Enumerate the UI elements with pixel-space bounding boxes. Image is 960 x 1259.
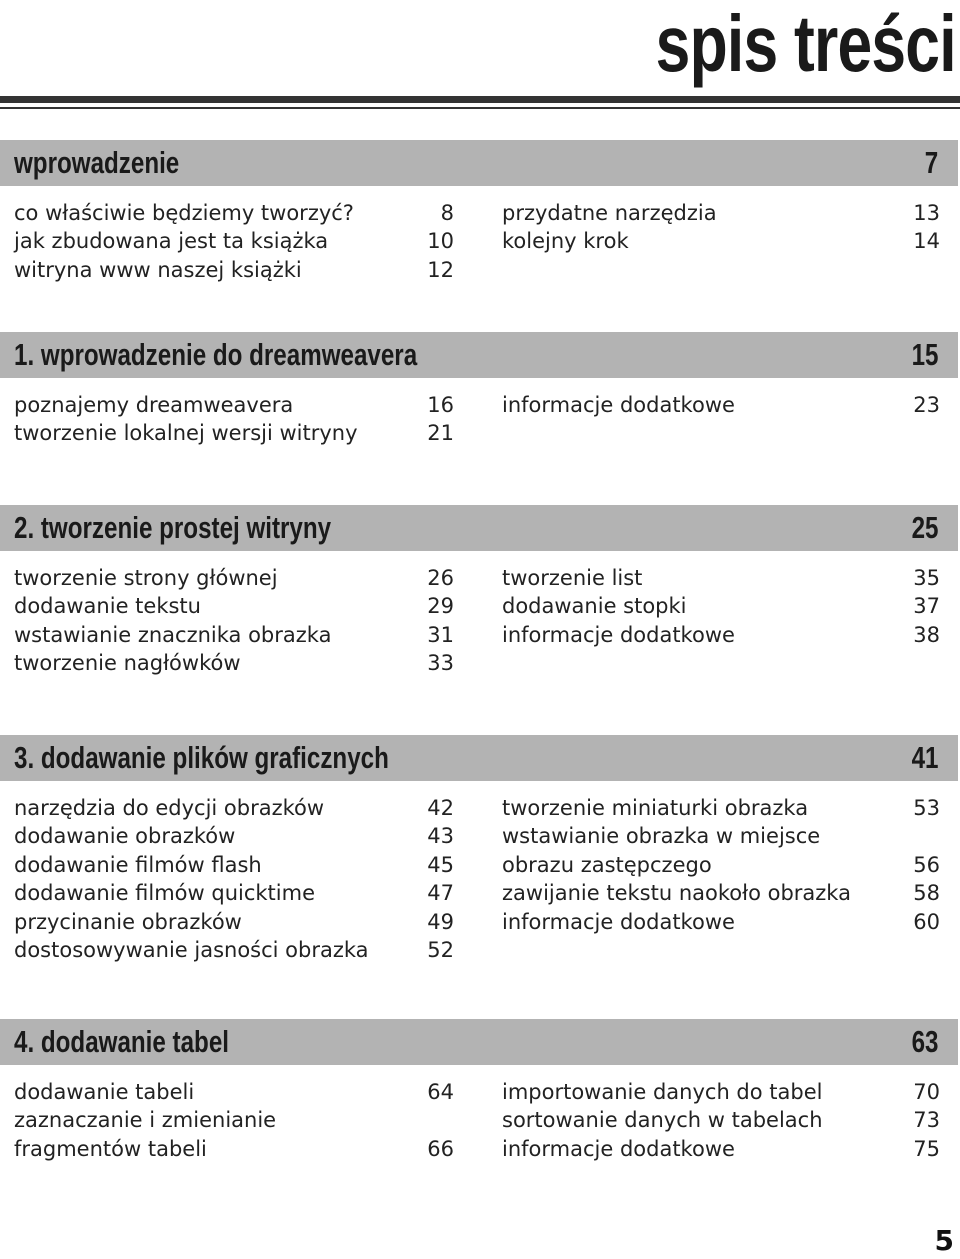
section-header (0, 1019, 958, 1065)
entry-page-number: 43 (427, 824, 454, 849)
entries-column-left (14, 199, 454, 284)
section-title: 3. dodawanie plików graficznych (14, 740, 389, 775)
entry-title: dodawanie stopki (502, 594, 687, 619)
toc-entry (502, 879, 940, 907)
toc-entry (14, 564, 454, 592)
entry-page-number: 66 (427, 1136, 454, 1161)
toc-entry (502, 822, 940, 850)
section-page-number: 63 (911, 1024, 938, 1059)
toc-entry (14, 1078, 454, 1106)
toc-entry (14, 256, 454, 284)
section-title: 2. tworzenie prostej witryny (14, 510, 332, 545)
toc-entry (14, 794, 454, 822)
toc-entry (14, 621, 454, 649)
section-header (0, 140, 958, 186)
entry-title: kolejny krok (502, 229, 629, 254)
title-rule-thin (0, 107, 960, 109)
entry-title: informacje dodatkowe (502, 393, 735, 417)
toc-entry (502, 908, 940, 936)
toc-entry (14, 1106, 454, 1134)
section-header (0, 332, 958, 378)
entry-title: importowanie danych do tabel (502, 1080, 823, 1104)
entry-page-number: 14 (913, 229, 940, 254)
entry-title: zawijanie tekstu naokoło obrazka (502, 881, 851, 906)
entry-page-number: 38 (913, 622, 940, 647)
toc-entry (502, 199, 940, 227)
page-number: 5 (934, 1224, 954, 1257)
entries-column-right (502, 1078, 940, 1163)
entry-title: wstawianie znacznika obrazka (14, 622, 332, 647)
entry-title: tworzenie list (502, 566, 643, 590)
entry-page-number: 58 (913, 881, 940, 906)
entry-title: tworzenie nagłówków (14, 651, 241, 676)
entry-page-number: 21 (427, 421, 454, 446)
entry-title: dodawanie tabeli (14, 1080, 195, 1104)
entry-page-number: 49 (427, 909, 454, 934)
toc-entry (14, 936, 454, 964)
toc-entry (14, 908, 454, 936)
entry-title: tworzenie miniaturki obrazka (502, 796, 809, 820)
entry-page-number: 10 (427, 229, 454, 254)
entry-page-number: 16 (427, 393, 454, 417)
toc-entry (502, 564, 940, 592)
toc-entry (14, 227, 454, 255)
entries-column-left (14, 1078, 454, 1163)
entry-page-number: 35 (913, 566, 940, 590)
toc-entry (14, 199, 454, 227)
entries-column-left (14, 391, 454, 448)
entry-title: narzędzia do edycji obrazków (14, 796, 325, 820)
entry-title: dodawanie obrazków (14, 824, 236, 849)
entry-title: dostosowywanie jasności obrazka (14, 937, 369, 962)
entry-page-number: 29 (427, 594, 454, 619)
entry-title: dodawanie tekstu (14, 594, 201, 619)
entry-page-number: 45 (427, 852, 454, 877)
entry-page-number: 37 (913, 594, 940, 619)
toc-entry (14, 879, 454, 907)
entries-column-right (502, 199, 940, 256)
toc-entry (14, 391, 454, 419)
entry-page-number: 70 (913, 1080, 940, 1104)
toc-entry (14, 1135, 454, 1163)
entry-title: jak zbudowana jest ta książka (14, 229, 329, 254)
entry-page-number: 73 (913, 1108, 940, 1133)
toc-entry (502, 1106, 940, 1134)
toc-entry (502, 391, 940, 419)
entry-page-number: 13 (913, 201, 940, 225)
section-page-number: 7 (924, 145, 938, 180)
entry-page-number: 42 (427, 796, 454, 820)
entry-title: tworzenie strony głównej (14, 566, 278, 590)
entry-title: zaznaczanie i zmienianie (14, 1108, 277, 1133)
toc-entry (14, 592, 454, 620)
entry-title: fragmentów tabeli (14, 1136, 207, 1161)
entry-page-number: 47 (427, 881, 454, 906)
entry-page-number: 31 (427, 622, 454, 647)
entry-page-number: 60 (913, 909, 940, 934)
section-header (0, 505, 958, 551)
entry-title: dodawanie filmów quicktime (14, 881, 316, 906)
title-rule-thick (0, 96, 960, 103)
toc-entry (502, 592, 940, 620)
entry-page-number: 53 (913, 796, 940, 820)
entry-title: przycinanie obrazków (14, 909, 242, 934)
section-page-number: 41 (911, 740, 938, 775)
toc-entry (502, 1078, 940, 1106)
section-page-number: 25 (911, 510, 938, 545)
entries-column-right (502, 794, 940, 936)
toc-entry (502, 794, 940, 822)
entry-page-number: 75 (913, 1136, 940, 1161)
toc-entry (14, 419, 454, 447)
entry-page-number: 52 (427, 937, 454, 962)
entry-title: co właściwie będziemy tworzyć? (14, 201, 354, 225)
toc-entry (14, 851, 454, 879)
section-title: wprowadzenie (14, 145, 180, 180)
entry-title: tworzenie lokalnej wersji witryny (14, 421, 358, 446)
entry-page-number: 26 (427, 566, 454, 590)
entry-title: sortowanie danych w tabelach (502, 1108, 823, 1133)
toc-entry (14, 649, 454, 677)
entry-title: przydatne narzędzia (502, 201, 717, 225)
entry-title: informacje dodatkowe (502, 909, 735, 934)
entries-column-left (14, 564, 454, 678)
entry-page-number: 8 (440, 201, 454, 225)
entry-title: poznajemy dreamweavera (14, 393, 294, 417)
toc-entry (502, 227, 940, 255)
toc-entry (14, 822, 454, 850)
entry-page-number: 64 (427, 1080, 454, 1104)
entry-title: informacje dodatkowe (502, 622, 735, 647)
section-title: 4. dodawanie tabel (14, 1024, 229, 1059)
toc-entry (502, 1135, 940, 1163)
entry-page-number: 23 (913, 393, 940, 417)
section-title: 1. wprowadzenie do dreamweavera (14, 337, 418, 372)
entry-page-number: 33 (427, 651, 454, 676)
section-header (0, 735, 958, 781)
entry-title: obrazu zastępczego (502, 852, 712, 877)
entry-title: informacje dodatkowe (502, 1136, 735, 1161)
page-title: spis treści (655, 0, 956, 88)
entries-column-right (502, 391, 940, 419)
entry-page-number: 12 (427, 257, 454, 282)
entry-title: witryna www naszej książki (14, 257, 302, 282)
entries-column-right (502, 564, 940, 649)
toc-entry (502, 621, 940, 649)
toc-entry (502, 851, 940, 879)
entry-title: wstawianie obrazka w miejsce (502, 824, 821, 849)
entries-column-left (14, 794, 454, 964)
entry-title: dodawanie filmów flash (14, 852, 262, 877)
section-page-number: 15 (911, 337, 938, 372)
entry-page-number: 56 (913, 852, 940, 877)
